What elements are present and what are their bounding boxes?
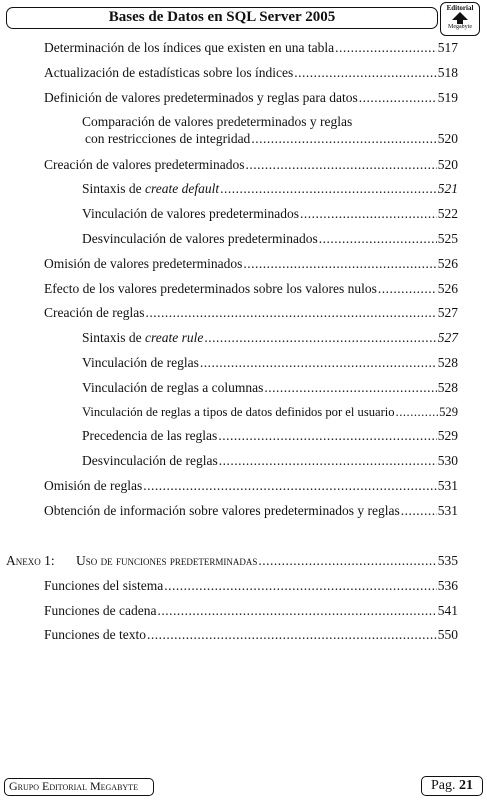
toc-entry[interactable]: Precedencia de las reglas ..... 529 [82,428,458,444]
page-number: 520 [437,131,458,146]
page-number: 519 [437,90,458,105]
page-number: 521 [437,181,458,196]
page-footer [421,776,483,796]
page-number: 522 [437,206,458,221]
page-number: 550 [437,627,458,642]
running-header [6,7,438,29]
page-number: 535 [437,553,458,568]
toc-entry[interactable]: Obtención de información sobre valores predeterminados y reglas ..... 531 [44,503,458,519]
toc-entry[interactable]: Sintaxis de create rule ..... 527 [82,330,458,346]
publisher-name: Grupo Editorial Megabyte [9,779,138,793]
toc-entry[interactable]: Omisión de reglas ..... 531 [44,478,458,494]
page-number: 527 [437,305,458,320]
page-number: 531 [437,503,458,518]
publisher-footer [4,778,154,796]
page-number: 529 [437,428,458,443]
toc-entry[interactable]: Creación de valores predeterminados ..... 520 [44,157,458,173]
annex-heading[interactable] [6,553,458,569]
book-title: Bases de Datos en SQL Server 2005 [108,9,336,25]
toc-entry[interactable]: Creación de reglas ..... 527 [44,305,458,321]
page-number: 531 [437,478,458,493]
logo-top-text: Editorial [446,4,474,12]
toc-entry[interactable]: Vinculación de reglas ..... 528 [82,355,458,371]
page-number: 530 [437,453,458,468]
toc-entry[interactable]: Actualización de estadísticas sobre los índices ..... 518 [44,65,458,81]
page-number: 529 [439,405,458,419]
page-number: 528 [437,380,458,395]
toc-entry[interactable]: Omisión de valores predeterminados ..... 526 [44,256,458,272]
toc-entry[interactable]: Vinculación de reglas a tipos de datos definidos por el usuario ..... 529 [82,404,458,420]
toc-entry[interactable]: Vinculación de reglas a columnas ..... 528 [82,380,458,396]
page-number: 520 [437,157,458,172]
page-number: 518 [437,65,458,80]
page-label: Pag. [431,778,456,793]
page-number: 517 [437,40,458,55]
toc-entry[interactable]: Funciones de cadena ..... 541 [44,603,458,619]
toc-entry-line1[interactable]: Comparación de valores predeterminados y reglas [82,114,353,129]
page-number: 536 [437,578,458,593]
page-number: 541 [437,603,458,618]
arrow-up-icon [452,12,468,24]
toc-entry[interactable]: Funciones de texto ..... 550 [44,627,458,643]
toc-entry[interactable]: Efecto de los valores predeterminados sobre los valores nulos ..... 526 [44,281,458,297]
toc-entry[interactable]: Vinculación de valores predeterminados ..... 522 [82,206,458,222]
toc-entry[interactable]: Determinación de los índices que existen en una tabla ..... 517 [44,40,458,56]
toc-entry[interactable]: Definición de valores predeterminados y reglas para datos ..... 519 [44,90,458,106]
toc-entry[interactable]: Desvinculación de reglas ..... 530 [82,453,458,469]
logo-bottom-text: Megabyte [448,24,472,30]
toc-entry[interactable]: con restricciones de integridad ..... 520 [85,131,458,147]
publisher-logo [440,2,480,36]
toc-entry[interactable]: Funciones del sistema ..... 536 [44,578,458,594]
annex-title: Uso de funciones predeterminadas [76,553,258,568]
toc-entry[interactable]: Sintaxis de create default ..... 521 [82,181,458,197]
page-number: 525 [437,231,458,246]
page-number: 528 [437,355,458,370]
toc-entry[interactable]: Desvinculación de valores predeterminados ..... 525 [82,231,458,247]
page-number-footer: 21 [459,778,473,793]
page-number: 527 [437,330,458,345]
page-number: 526 [437,256,458,271]
annex-label: Anexo 1: [6,553,55,568]
page-number: 526 [437,281,458,296]
